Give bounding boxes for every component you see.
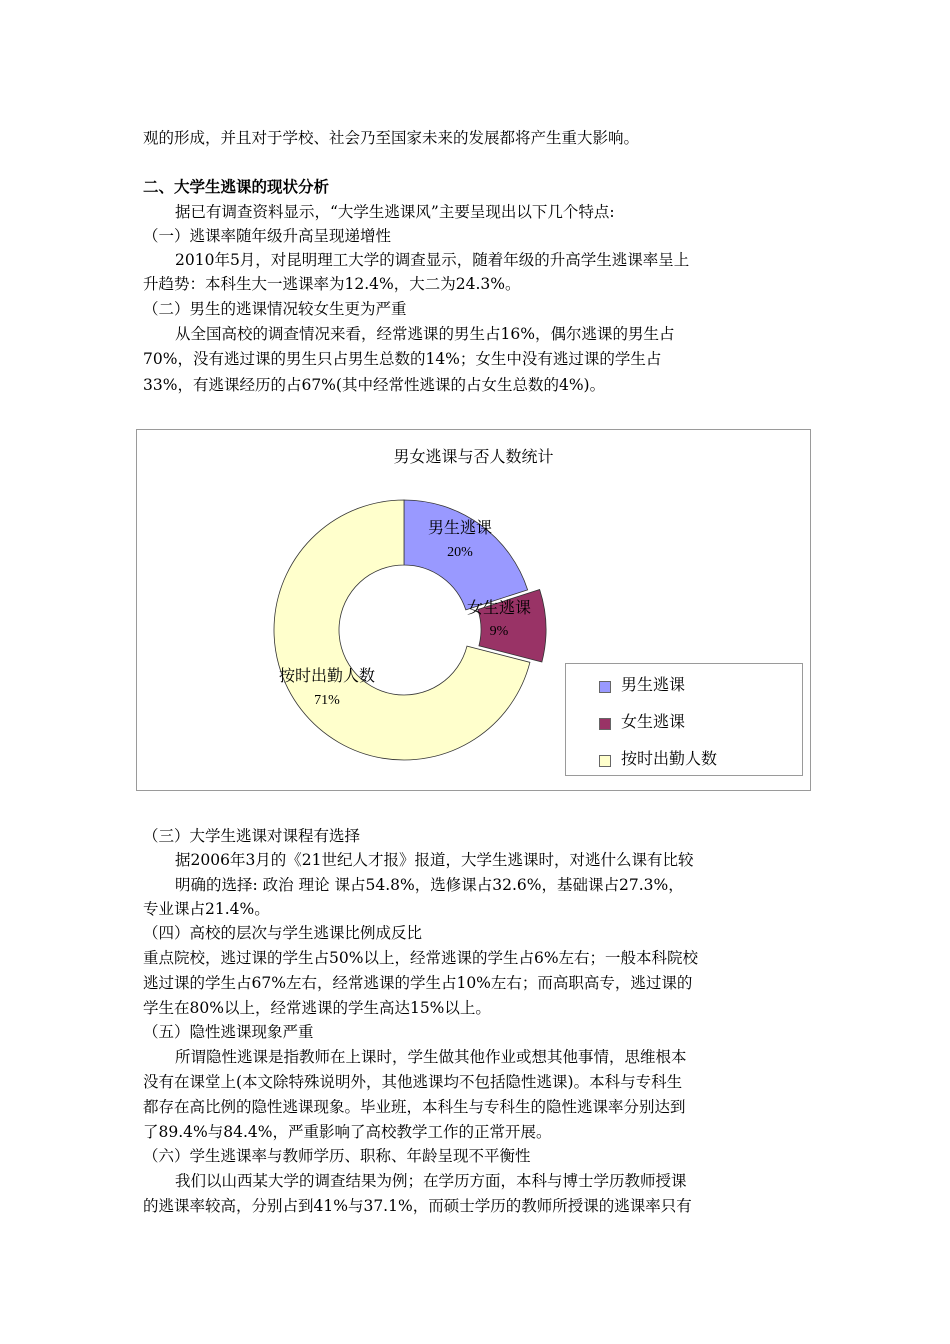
legend-item: 女生逃课 <box>621 712 686 731</box>
paragraph-line: 从全国高校的调查情况来看，经常逃课的男生占16%，偶尔逃课的男生占 <box>175 325 675 343</box>
slice-category-label: 女生逃课 <box>466 600 532 617</box>
paragraph-line: 33%，有逃课经历的占67%(其中经常性逃课的占女生总数的4%)。 <box>143 376 606 394</box>
legend-swatch <box>599 718 611 730</box>
slice-category-label: 男生逃课 <box>427 520 493 537</box>
slice-percent-label: 20% <box>447 545 473 560</box>
section-heading: 二、大学生逃课的现状分析 <box>143 177 330 196</box>
subheading: （三）大学生逃课对课程有选择 <box>143 827 361 845</box>
paragraph-line: 我们以山西某大学的调查结果为例；在学历方面，本科与博士学历教师授课 <box>175 1172 687 1190</box>
paragraph-line: 明确的选择: 政治 理论 课占54.8%，选修课占32.6%，基础课占27.3%， <box>175 876 684 894</box>
paragraph-line: 70%，没有逃过课的男生只占男生总数的14%；女生中没有逃过课的学生占 <box>143 350 662 368</box>
chart-frame <box>136 429 811 791</box>
paragraph-line: 观的形成，并且对于学校、社会乃至国家未来的发展都将产生重大影响。 <box>143 129 640 147</box>
chart-legend <box>565 663 803 776</box>
slice-percent-label: 9% <box>489 624 509 639</box>
paragraph-line: 据2006年3月的《21世纪人才报》报道，大学生逃课时，对逃什么课有比较 <box>175 851 694 869</box>
slice-category-label: 按时出勤人数 <box>278 668 376 685</box>
paragraph-line: 都存在高比例的隐性逃课现象。毕业班，本科生与专科生的隐性逃课率分别达到 <box>143 1098 686 1116</box>
paragraph-line: 学生在80%以上，经常逃课的学生高达15%以上。 <box>143 999 491 1017</box>
legend-swatch <box>599 681 611 693</box>
paragraph-line: 据已有调查资料显示，“大学生逃课风”主要呈现出以下几个特点: <box>175 203 615 221</box>
paragraph-line: 升趋势：本科生大一逃课率为12.4%，大二为24.3%。 <box>143 275 521 293</box>
paragraph-line: 没有在课堂上(本文除特殊说明外，其他逃课均不包括隐性逃课)。本科与专科生 <box>143 1073 683 1091</box>
subheading: （五）隐性逃课现象严重 <box>143 1023 314 1041</box>
subheading: （二）男生的逃课情况较女生更为严重 <box>143 300 407 318</box>
chart-title: 男女逃课与否人数统计 <box>393 449 554 466</box>
legend-item: 按时出勤人数 <box>621 749 718 768</box>
paragraph-line: 所谓隐性逃课是指教师在上课时，学生做其他作业或想其他事情，思维根本 <box>175 1048 687 1066</box>
subheading: （四）高校的层次与学生逃课比例成反比 <box>143 924 423 942</box>
subheading: （六）学生逃课率与教师学历、职称、年龄呈现不平衡性 <box>143 1147 531 1165</box>
legend-item: 男生逃课 <box>621 675 686 694</box>
legend-swatch <box>599 755 611 767</box>
paragraph-line: 逃过课的学生占67%左右，经常逃课的学生占10%左右；而高职高专，逃过课的 <box>143 974 693 992</box>
paragraph-line: 专业课占21.4%。 <box>143 900 270 918</box>
paragraph-line: 的逃课率较高，分别占到41%与37.1%，而硕士学历的教师所授课的逃课率只有 <box>143 1197 692 1215</box>
slice-percent-label: 71% <box>314 693 340 708</box>
paragraph-line: 2010年5月，对昆明理工大学的调查显示，随着年级的升高学生逃课率呈上 <box>175 251 690 269</box>
paragraph-line: 了89.4%与84.4%，严重影响了高校教学工作的正常开展。 <box>143 1123 552 1141</box>
paragraph-line: 重点院校，逃过课的学生占50%以上，经常逃课的学生占6%左右；一般本科院校 <box>143 949 699 967</box>
subheading: （一）逃课率随年级升高呈现递增性 <box>143 227 392 245</box>
